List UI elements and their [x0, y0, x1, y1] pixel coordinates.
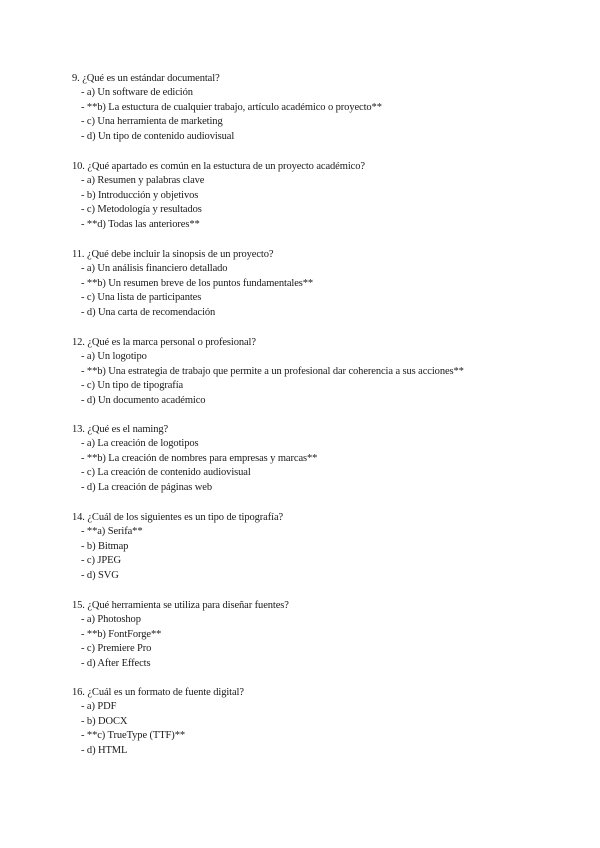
question-text: 12. ¿Qué es la marca personal o profesional? — [72, 337, 256, 348]
answer-option: - **d) Todas las anteriores** — [81, 218, 200, 230]
answer-option: - b) Bitmap — [81, 540, 129, 552]
answer-option: - **a) Serifa** — [81, 526, 143, 537]
answer-option: - a) PDF — [81, 701, 117, 712]
question-12 — [72, 335, 572, 408]
answer-option: - c) Premiere Pro — [81, 643, 152, 655]
answer-option: - **b) FontForge** — [81, 628, 162, 640]
answer-option: - **c) TrueType (TTF)** — [81, 730, 185, 742]
answer-option: - c) JPEG — [81, 555, 121, 567]
question-9 — [72, 71, 572, 144]
answer-option: - d) Un tipo de contenido audiovisual — [81, 130, 235, 142]
answer-option: - d) La creación de páginas web — [81, 481, 213, 493]
question-15 — [72, 598, 572, 671]
answer-option: - a) La creación de logotipos — [81, 438, 199, 449]
answer-option: - d) SVG — [81, 569, 119, 581]
answer-option: - b) DOCX — [81, 715, 128, 727]
answer-option: - c) Un tipo de tipografía — [81, 380, 184, 392]
question-text: 10. ¿Qué apartado es común en la estuctura de un proyecto académico? — [72, 161, 365, 172]
answer-option: - a) Resumen y palabras clave — [81, 175, 205, 186]
answer-option: - d) Una carta de recomendación — [81, 306, 216, 318]
answer-option: - **b) Un resumen breve de los puntos fundamentales** — [81, 277, 314, 289]
answer-option: - d) HTML — [81, 744, 128, 756]
question-14 — [72, 510, 572, 583]
answer-option: - c) Metodología y resultados — [81, 204, 202, 216]
question-11 — [72, 247, 572, 320]
answer-option: - a) Un logotipo — [81, 351, 147, 362]
question-text: 14. ¿Cuál de los siguientes es un tipo de tipografía? — [72, 512, 284, 523]
answer-option: - **b) Una estrategia de trabajo que permite a un profesional dar coherencia a sus acciones** — [81, 365, 464, 377]
answer-option: - c) Una herramienta de marketing — [81, 116, 223, 128]
question-16 — [72, 685, 572, 758]
answer-option: - c) La creación de contenido audiovisual — [81, 467, 251, 479]
answer-option: - d) Un documento académico — [81, 394, 206, 406]
answer-option: - b) Introducción y objetivos — [81, 189, 199, 201]
answer-option: - a) Photoshop — [81, 614, 141, 625]
answer-option: - **b) La estuctura de cualquier trabajo, artículo académico o proyecto** — [81, 101, 382, 113]
answer-option: - c) Una lista de participantes — [81, 292, 202, 304]
question-13 — [72, 422, 572, 495]
question-text: 13. ¿Qué es el naming? — [72, 424, 169, 435]
question-text: 15. ¿Qué herramienta se utiliza para diseñar fuentes? — [72, 600, 289, 611]
question-text: 16. ¿Cuál es un formato de fuente digital? — [72, 687, 244, 698]
answer-option: - d) After Effects — [81, 657, 151, 669]
question-10 — [72, 159, 572, 232]
answer-option: - a) Un análisis financiero detallado — [81, 263, 228, 274]
answer-option: - **b) La creación de nombres para empresas y marcas** — [81, 452, 318, 464]
question-text: 11. ¿Qué debe incluir la sinopsis de un proyecto? — [72, 249, 274, 260]
question-text: 9. ¿Qué es un estándar documental? — [72, 73, 220, 84]
answer-option: - a) Un software de edición — [81, 87, 193, 98]
